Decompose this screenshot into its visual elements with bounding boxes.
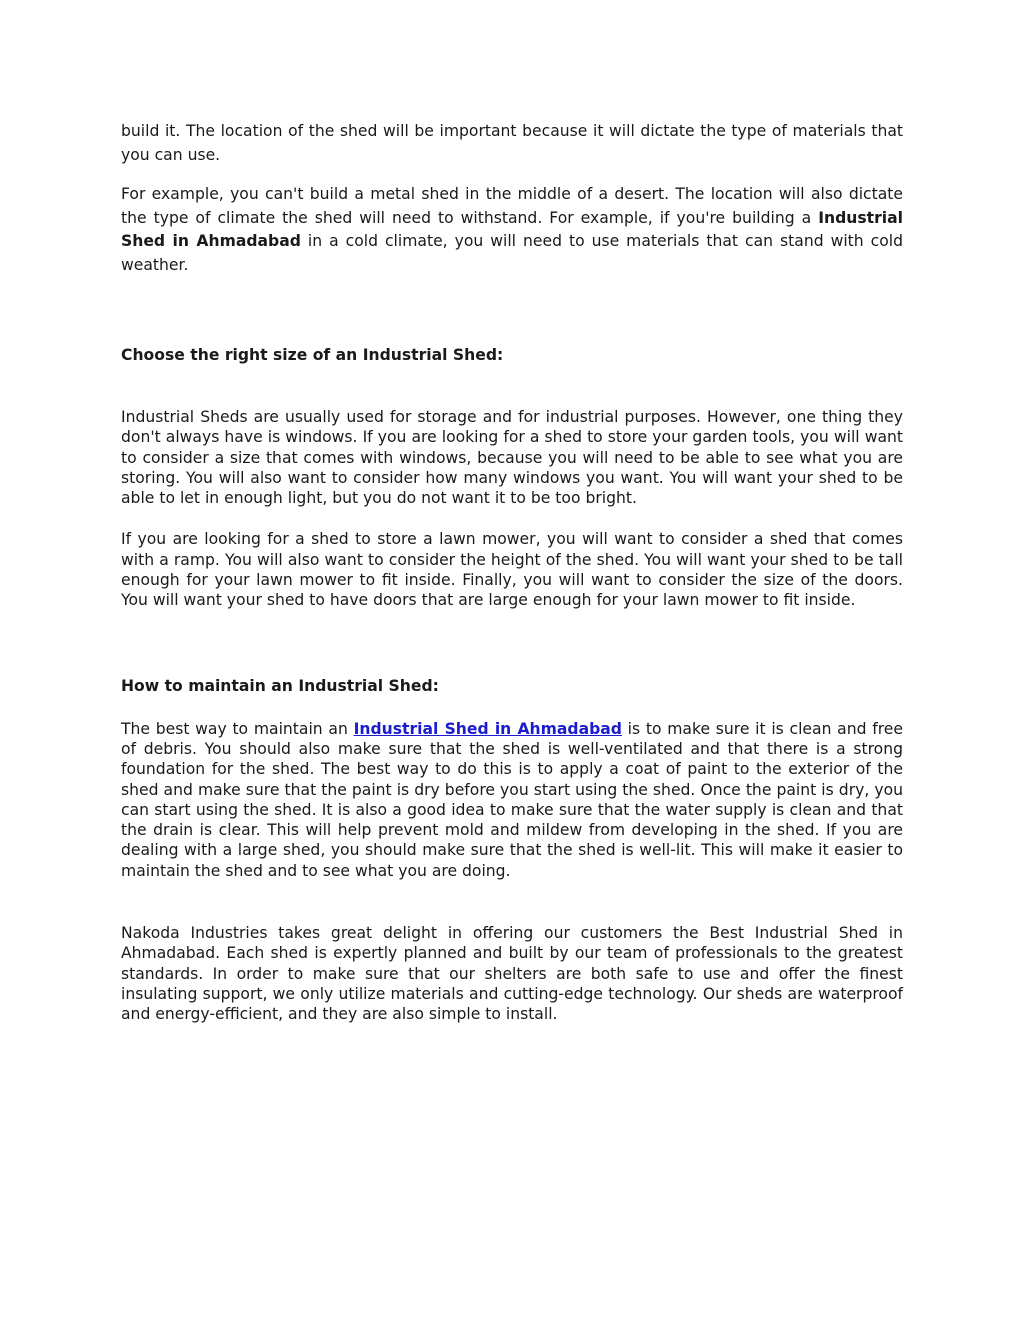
paragraph-lawn-mower: If you are looking for a shed to store a lawn mower, you will want to consider a shed that comes with a ramp. You will also want to consider the height of the shed. You will want your shed to be tall enough for your lawn mower to fit inside. Finally, you will want to consider the size of the doors. You will want your shed to have doors that are large enough for your lawn mower to fit inside. (121, 530, 903, 610)
paragraph-maintenance (121, 719, 903, 881)
paragraph-climate-text-end: in a cold climate, you will need to use materials that can stand with cold weather. (121, 232, 904, 274)
paragraph-windows: Industrial Sheds are usually used for storage and for industrial purposes. However, one thing they don't always have is windows. If you are looking for a shed to store your garden tools, you will want to consider a size that comes with windows, because you will need to be able to see what you are storing. You will also want to consider how many windows you want. You will want your shed to be able to let in enough light, but you do not want it to be too bright. (121, 408, 903, 508)
heading-right-size: Choose the right size of an Industrial Shed: (121, 346, 504, 364)
paragraph-maintenance-text-end: is to make sure it is clean and free of debris. You should also make sure that the shed is well-ventilated and that there is a strong foundation for the shed. The best way to do this is to apply a coat of paint to the exterior of the shed and make sure that the paint is dry before you start using the shed. Once the paint is dry, you can start using the shed. It is also a good idea to make sure that the water supply is clean and that the drain is clear. This will help prevent mold and mildew from developing in the shed. If you are dealing with a large shed, you should make sure that the shed is well-lit. This will make it easier to maintain the shed and to see what you are doing. (121, 719, 903, 880)
document-page (121, 120, 903, 1025)
heading-maintain: How to maintain an Industrial Shed: (121, 676, 439, 695)
industrial-shed-link[interactable]: Industrial Shed in Ahmadabad (353, 719, 622, 738)
paragraph-climate (121, 183, 903, 277)
paragraph-climate-text-start: For example, you can't build a metal shed in the middle of a desert. The location will also dictate the type of climate the shed will need to withstand. For example, if you're building a (121, 185, 903, 227)
keyword-industrial-shed: Industrial Shed in Ahmadabad (121, 208, 903, 250)
paragraph-maintenance-text-start: The best way to maintain an (121, 719, 354, 738)
paragraph-nakoda: Nakoda Industries takes great delight in offering our customers the Best Industrial Shed in Ahmadabad. Each shed is expertly planned and built by our team of professionals to the greatest standards. In order to make sure that our shelters are both safe to use and offer the finest insulating support, we only utilize materials and cutting-edge technology. Our sheds are waterproof and energy-efficient, and they are also simple to install. (121, 924, 903, 1024)
paragraph-location: build it. The location of the shed will be important because it will dictate the type of materials that you can use. (121, 122, 903, 164)
